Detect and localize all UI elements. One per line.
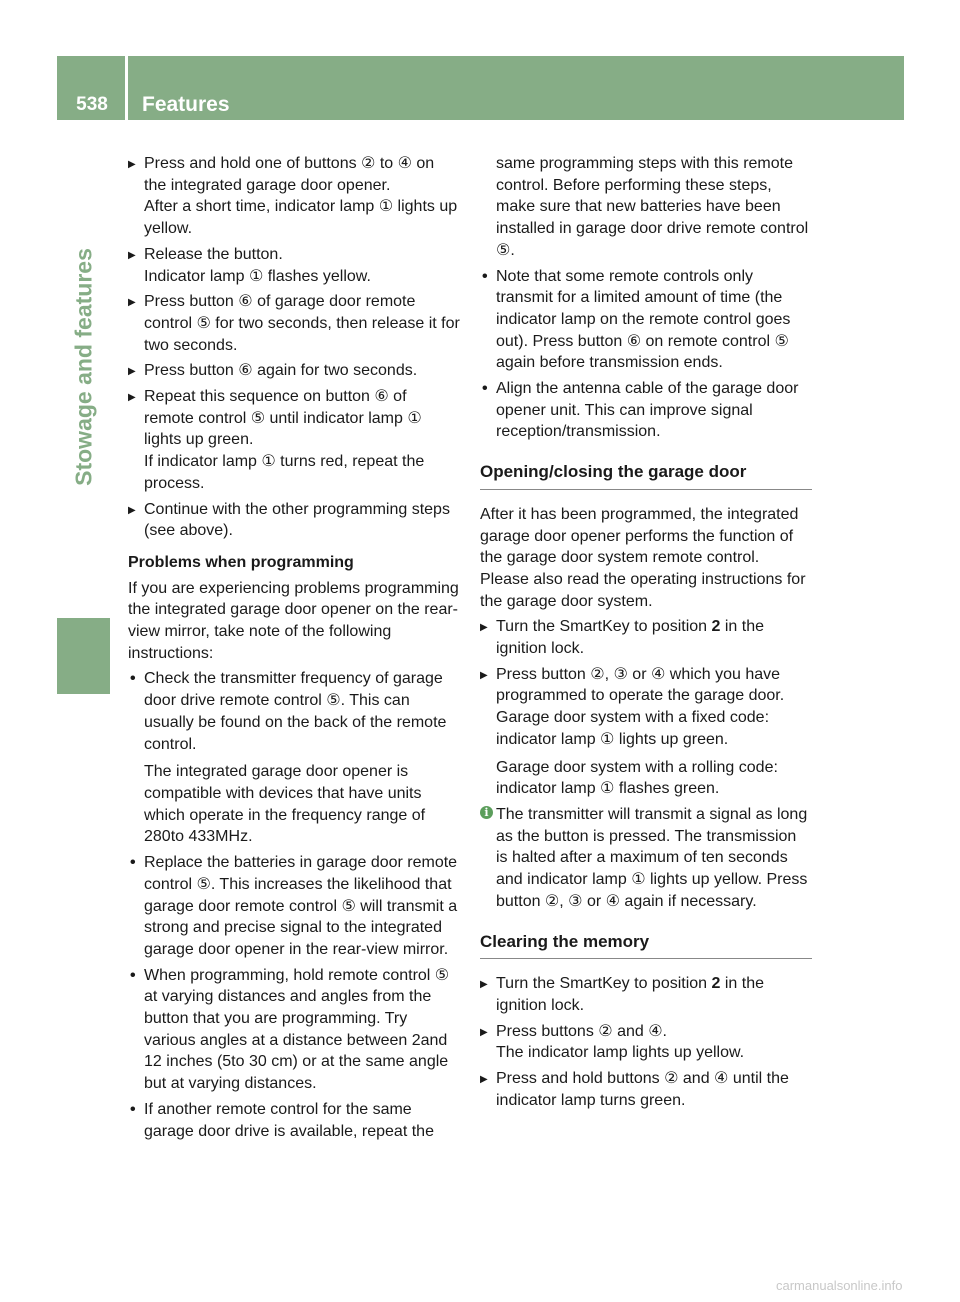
page-title: Features xyxy=(142,93,230,116)
bullet-item xyxy=(480,266,812,375)
bullet-text: • If another remote control for the same garage door drive is available, repeat the xyxy=(144,1100,434,1140)
step-text-part: in the ignition lock. xyxy=(496,618,765,658)
step-text: ▶ Continue with the other programming steps (see above). xyxy=(144,500,450,540)
bullet-item xyxy=(128,852,460,961)
problems-intro: If you are experiencing problems programming the integrated garage door opener on the rear-view mirror, take note of the following instructions: xyxy=(128,579,459,662)
bullet-text: • Replace the batteries in garage door remote control ⑤. This increases the likelihood that garage door remote control ⑤ will transmit a strong and precise signal to the integrated garage door opener in the rear-view mirror. xyxy=(144,854,458,958)
step-item xyxy=(128,499,460,542)
step-result: If indicator lamp ① turns red, repeat the process. xyxy=(144,453,425,492)
step-item xyxy=(480,616,812,659)
section-heading-opening: Opening/closing the garage door xyxy=(480,461,812,490)
step-text: ▶ Press button ②, ③ or ④ which you have programmed to operate the garage door. xyxy=(496,665,785,705)
step-text-part: Turn the SmartKey to position xyxy=(496,975,712,993)
step-result: After a short time, indicator lamp ① lights up yellow. xyxy=(144,198,458,238)
step-item xyxy=(480,664,812,800)
step-text: ▶ Release the button. xyxy=(144,245,283,263)
side-tab-marker xyxy=(57,618,110,694)
section-intro: After it has been programmed, the integrated garage door opener performs the function of the garage door system remote control. Please also read the operating instructions for the garage door system. xyxy=(480,505,806,610)
right-column xyxy=(480,153,812,1115)
step-text-part: in the ignition lock. xyxy=(496,975,765,1014)
step-text: ▶ Repeat this sequence on button ⑥ of remote control ⑤ until indicator lamp ① lights up green. xyxy=(144,388,422,449)
info-text: The transmitter will transmit a signal as long as the button is pressed. The transmission is halted after a maximum of ten seconds and indicator lamp ① lights up yellow. Press button ②, ③ or ④ again if necessary. xyxy=(496,805,808,910)
bullet-item xyxy=(128,965,460,1095)
step-item xyxy=(128,244,460,287)
bullet-item xyxy=(480,378,812,443)
step-text: ▶ Press button ⑥ of garage door remote control ⑤ for two seconds, then release it for two seconds. xyxy=(144,293,460,354)
step-item xyxy=(128,153,460,240)
position-number: 2 xyxy=(711,618,721,636)
step-result: Garage door system with a fixed code: indicator lamp ① lights up green. xyxy=(496,709,770,748)
bullet-text: • Note that some remote controls only transmit for a limited amount of time (the indicator lamp on the remote control goes out). Press button ⑥ on remote control ⑤ again before transmission ends. xyxy=(496,267,791,372)
footer-watermark: carmanualsonline.info xyxy=(776,1278,903,1293)
step-item xyxy=(480,1068,812,1111)
page-number: 538 xyxy=(76,94,108,115)
step-item xyxy=(480,1021,812,1064)
header-divider xyxy=(125,56,128,120)
side-section-label-text: Stowage and features xyxy=(70,248,96,486)
problems-heading: Problems when programming xyxy=(128,553,354,571)
left-column xyxy=(128,153,460,1146)
step-text-part: Turn the SmartKey to position xyxy=(496,618,712,636)
step-text: ▶ Press and hold one of buttons ② to ④ on the integrated garage door opener. xyxy=(144,155,435,194)
position-number: 2 xyxy=(711,975,721,993)
side-section-label xyxy=(57,120,110,614)
bullet-text: • Align the antenna cable of the garage door opener unit. This can improve signal reception/transmission. xyxy=(496,380,799,441)
step-item xyxy=(128,360,460,382)
bullet-text: same programming steps with this remote control. Before performing these steps, make sure that new batteries have been installed in garage door drive remote control ⑤. xyxy=(496,155,809,259)
step-item xyxy=(480,973,812,1016)
bullet-item xyxy=(128,668,460,848)
step-text: ▶ Press and hold buttons ② and ④ until the indicator lamp turns green. xyxy=(496,1070,789,1109)
step-text xyxy=(496,973,812,1016)
bullet-item xyxy=(128,1099,460,1142)
step-text: ▶ Press buttons ② and ④. xyxy=(496,1022,667,1040)
bullet-continuation xyxy=(480,153,812,262)
section-heading-clearing: Clearing the memory xyxy=(480,931,812,960)
step-result: Garage door system with a rolling code: indicator lamp ① flashes green. xyxy=(496,758,778,798)
step-result: The indicator lamp lights up yellow. xyxy=(496,1044,745,1062)
bullet-text: • Check the transmitter frequency of garage door drive remote control ⑤. This can usually be found on the back of the remote control. xyxy=(144,670,447,753)
step-item xyxy=(128,291,460,356)
info-icon: i xyxy=(480,806,493,819)
step-text xyxy=(496,616,812,659)
step-item xyxy=(128,386,460,495)
step-result: Indicator lamp ① flashes yellow. xyxy=(144,267,371,285)
info-note xyxy=(480,804,812,913)
step-text: ▶ Press button ⑥ again for two seconds. xyxy=(144,362,418,380)
bullet-text: • When programming, hold remote control ⑤ at varying distances and angles from the button that you are programming. Try various angles at a distance between 2and 12 inches (5to 30 cm) or at the same angle but at varying distances. xyxy=(144,966,450,1093)
bullet-note: The integrated garage door opener is compatible with devices that have units which operate in the frequency range of 280to 433MHz. xyxy=(144,763,426,846)
